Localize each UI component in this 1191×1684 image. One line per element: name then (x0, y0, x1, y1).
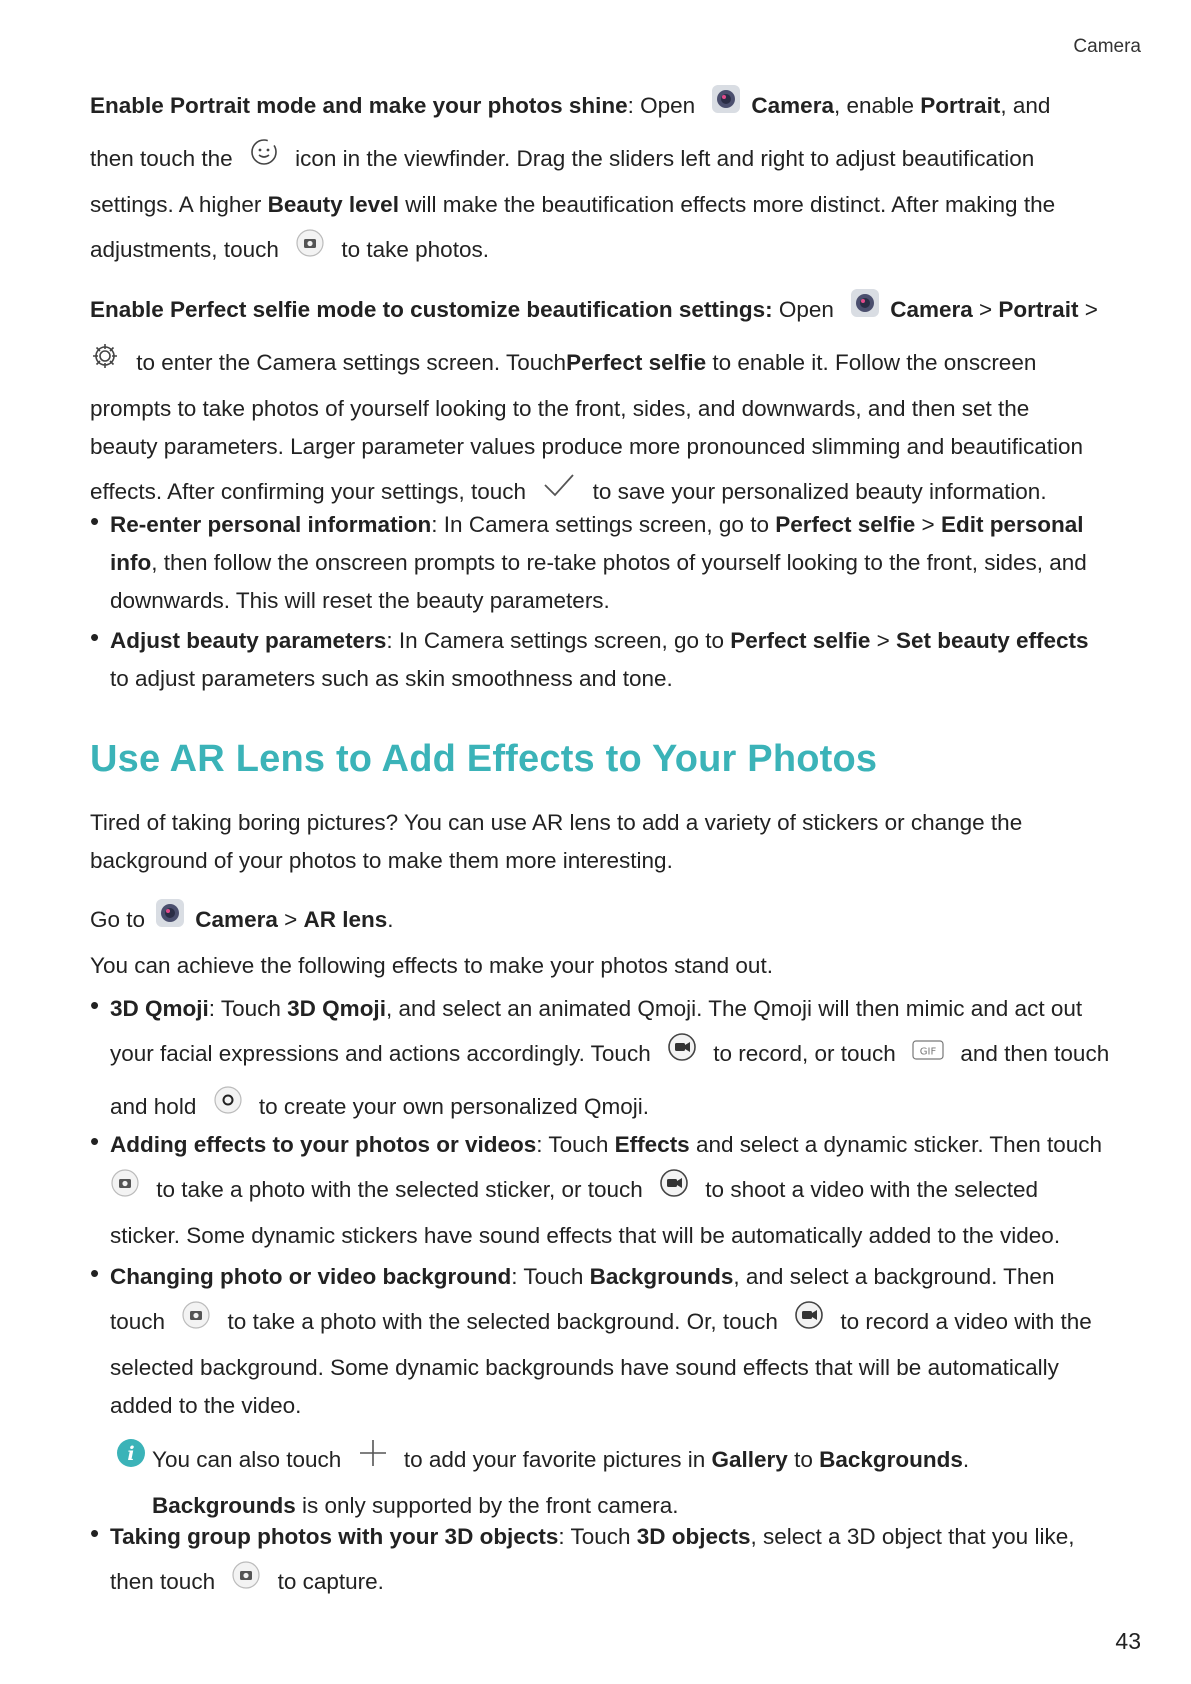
section-label: Camera (1073, 36, 1141, 57)
note-box: i You can also touch to add your favorite pictures in Gallery to Backgrounds. Backgrounds is only supported by the front camera. (116, 1434, 1126, 1525)
page-number: 43 (1115, 1628, 1141, 1654)
ar-lens-heading: Use AR Lens to Add Effects to Your Photos (90, 738, 878, 780)
bullet-changing-background: • Changing photo or video background: Touch Backgrounds, and select a background. Then touch to take a photo with the selected background. Or, touch to record a video with the selected background. Some dynamic backgrounds have sound effects that will be automatically added to the video. (90, 1258, 1150, 1425)
perfect-selfie-paragraph: Enable Perfect selfie mode to customize beautification settings: Open Camera > Portrait > to enter the Camera settings screen. TouchPerfect selfie to enable it. Follow the onscreen prompts to take photos of yourself looking to the front, sides, and downwards, and then set the beauty parameters. Larger parameter values produce more pronounced slimming and beautification effects. After confirming your settings, touch to save your personalized beauty information. (90, 284, 1130, 519)
bullet-3d-qmoji: • 3D Qmoji: Touch 3D Qmoji, and select an animated Qmoji. The Qmoji will then mimic and act out your facial expressions and actions accordingly. Touch to record, or touch GIF and then touch and hold to create your own personalized Qmoji. (90, 990, 1150, 1134)
ar-goto: Go to Camera > AR lens. You can achieve the following effects to make your photos stand out. (90, 894, 1130, 985)
perfect-selfie-lead: Enable Perfect selfie mode to customize beautification settings: (90, 297, 773, 322)
gif-icon (912, 1029, 944, 1081)
camera-app-icon (155, 895, 185, 947)
portrait-lead: Enable Portrait mode and make your photos shine (90, 93, 628, 118)
shutter-icon (295, 225, 325, 277)
shutter-icon (231, 1557, 261, 1609)
shutter-icon (181, 1297, 211, 1349)
bullet-adjust-beauty: • Adjust beauty parameters: In Camera settings screen, go to Perfect selfie > Set beauty effects to adjust parameters such as skin smoothness and tone. (90, 622, 1150, 698)
video-record-icon (794, 1297, 824, 1349)
bullet-group-photos: • Taking group photos with your 3D objects: Touch 3D objects, select a 3D object that you like, then touch to capture. (90, 1518, 1150, 1609)
video-record-icon (659, 1165, 689, 1217)
add-plus-icon (358, 1435, 388, 1487)
gear-icon (90, 338, 120, 390)
bullet-reenter-info: • Re-enter personal information: In Camera settings screen, go to Perfect selfie > Edit personal info, then follow the onscreen prompts to re-take photos of yourself looking to the front, sides, and downwards. This will reset the beauty parameters. (90, 506, 1150, 620)
video-record-icon (667, 1029, 697, 1081)
gif-icon-label: GIF (919, 1046, 937, 1058)
bullet-adding-effects: • Adding effects to your photos or videos: Touch Effects and select a dynamic sticker. Then touch to take a photo with the selected sticker, or touch to shoot a video with the selected sticker. Some dynamic stickers have sound effects that will be automatically added to the video. (90, 1126, 1150, 1255)
camera-app-icon (711, 81, 741, 133)
camera-app-icon (850, 285, 880, 337)
beauty-face-icon (249, 134, 279, 186)
shutter-icon (110, 1165, 140, 1217)
svg-text:i: i (127, 1443, 135, 1465)
info-icon (116, 1438, 146, 1473)
portrait-paragraph: Enable Portrait mode and make your photos shine: Open Camera, enable Portrait, and then touch the icon in the viewfinder. Drag the sliders left and right to adjust beautification settings. A higher Beauty level will make the beautification effects more distinct. After making the adjustments, touch to take photos. (90, 80, 1130, 277)
ar-intro: Tired of taking boring pictures? You can use AR lens to add a variety of stickers or change the background of your photos to make them more interesting. (90, 810, 1023, 873)
